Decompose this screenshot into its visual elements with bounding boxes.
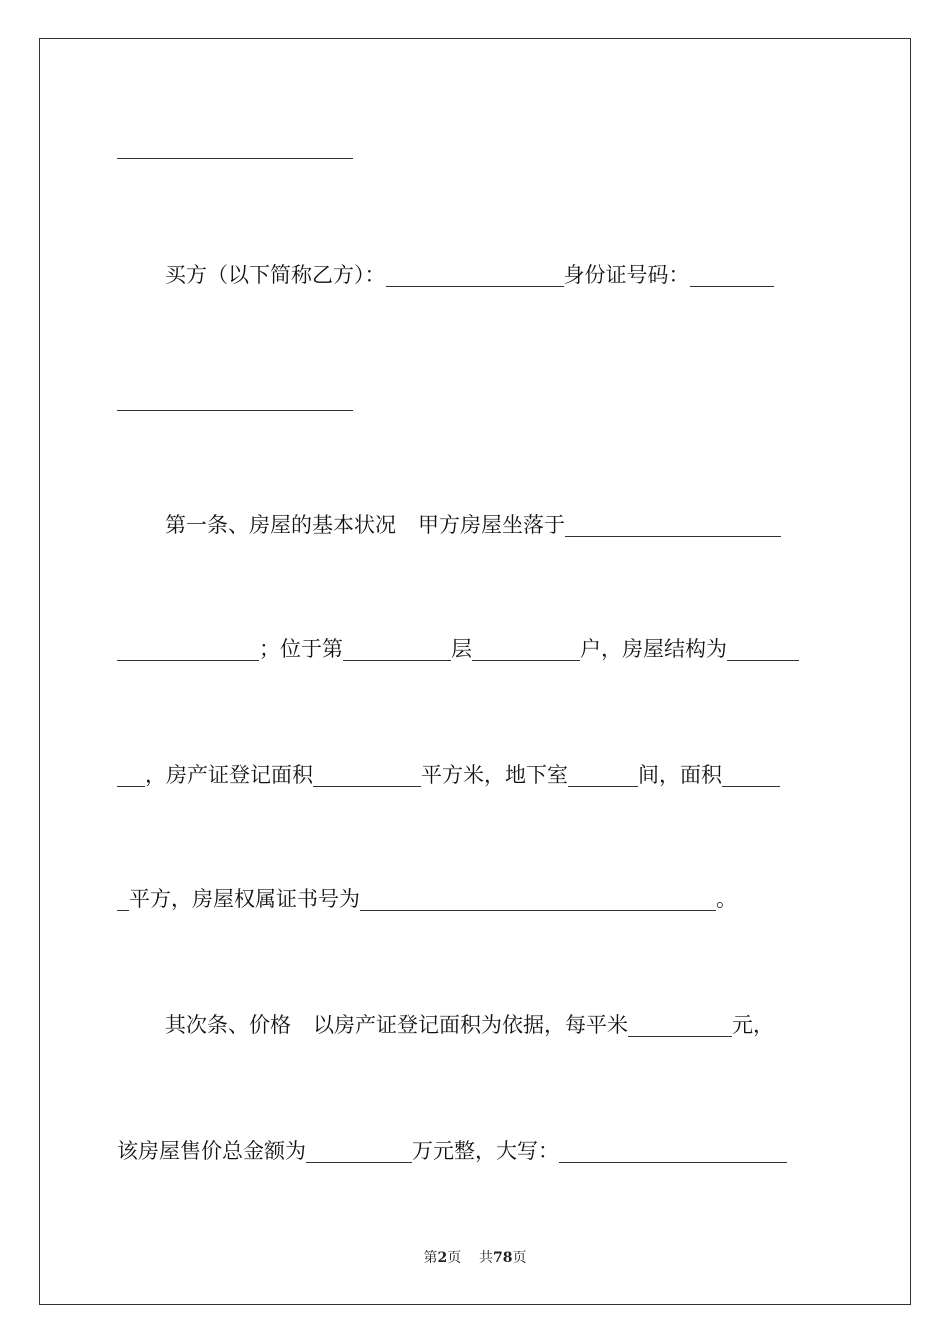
floor-label: 层 [451, 637, 472, 661]
id-label: 身份证号码： [563, 263, 690, 287]
certificate-blank[interactable] [360, 888, 716, 911]
article1-title: 第一条、房屋的基本状况 [165, 513, 396, 537]
floor-blank[interactable] [343, 638, 451, 661]
yuan-label: 元， [732, 1013, 774, 1037]
buyer-name-blank[interactable] [386, 264, 564, 287]
floor-prefix: ；位于第 [259, 637, 343, 661]
unit-blank[interactable] [472, 638, 580, 661]
buyer-label: 买方（以下简称乙方）： [165, 263, 386, 287]
article2-line [165, 1010, 837, 1040]
page-suffix: 页 [447, 1250, 462, 1266]
total-pages: 78 [493, 1250, 513, 1266]
article2-title: 其次条、价格 [165, 1013, 291, 1037]
structure-blank[interactable] [727, 638, 799, 661]
unit-label: 户，房屋结构为 [580, 637, 727, 661]
total-prefix: 共 [479, 1250, 494, 1266]
total-amount-blank[interactable] [306, 1140, 412, 1163]
total-suffix: 页 [512, 1250, 527, 1266]
period: 。 [716, 887, 737, 911]
sq-label: 平方，房屋权属证书号为 [129, 887, 360, 911]
floor-line [117, 634, 837, 664]
blank-line-1 [117, 132, 837, 162]
basement-blank[interactable] [568, 764, 638, 787]
total-line [117, 1136, 837, 1166]
certificate-line [117, 884, 837, 914]
fill-blank[interactable] [117, 136, 353, 159]
fill-blank[interactable] [117, 388, 353, 411]
article1-location: 甲方房屋坐落于 [418, 513, 565, 537]
location-cont-blank[interactable] [117, 638, 259, 661]
total-label: 该房屋售价总金额为 [117, 1139, 306, 1163]
location-blank[interactable] [565, 514, 781, 537]
area-line [117, 760, 837, 790]
page-footer [0, 1247, 950, 1267]
area-label: ，房产证登记面积 [145, 763, 313, 787]
article1-line [165, 510, 837, 540]
structure-cont-blank[interactable] [117, 764, 145, 787]
article2-basis: 以房产证登记面积为依据，每平米 [313, 1013, 628, 1037]
blank-line-2 [117, 384, 837, 414]
page-border [39, 38, 911, 1305]
room-label: 间，面积 [638, 763, 722, 787]
page-number: 2 [437, 1250, 448, 1266]
buyer-line [165, 260, 837, 290]
price-per-sqm-blank[interactable] [628, 1014, 732, 1037]
basement-area-cont-blank[interactable] [117, 888, 129, 911]
page-prefix: 第 [423, 1250, 438, 1266]
amount-words-blank[interactable] [559, 1140, 787, 1163]
wan-label: 万元整，大写： [412, 1139, 559, 1163]
id-number-blank[interactable] [690, 264, 774, 287]
sqm-label: 平方米，地下室 [421, 763, 568, 787]
basement-area-blank[interactable] [722, 764, 780, 787]
area-blank[interactable] [313, 764, 421, 787]
